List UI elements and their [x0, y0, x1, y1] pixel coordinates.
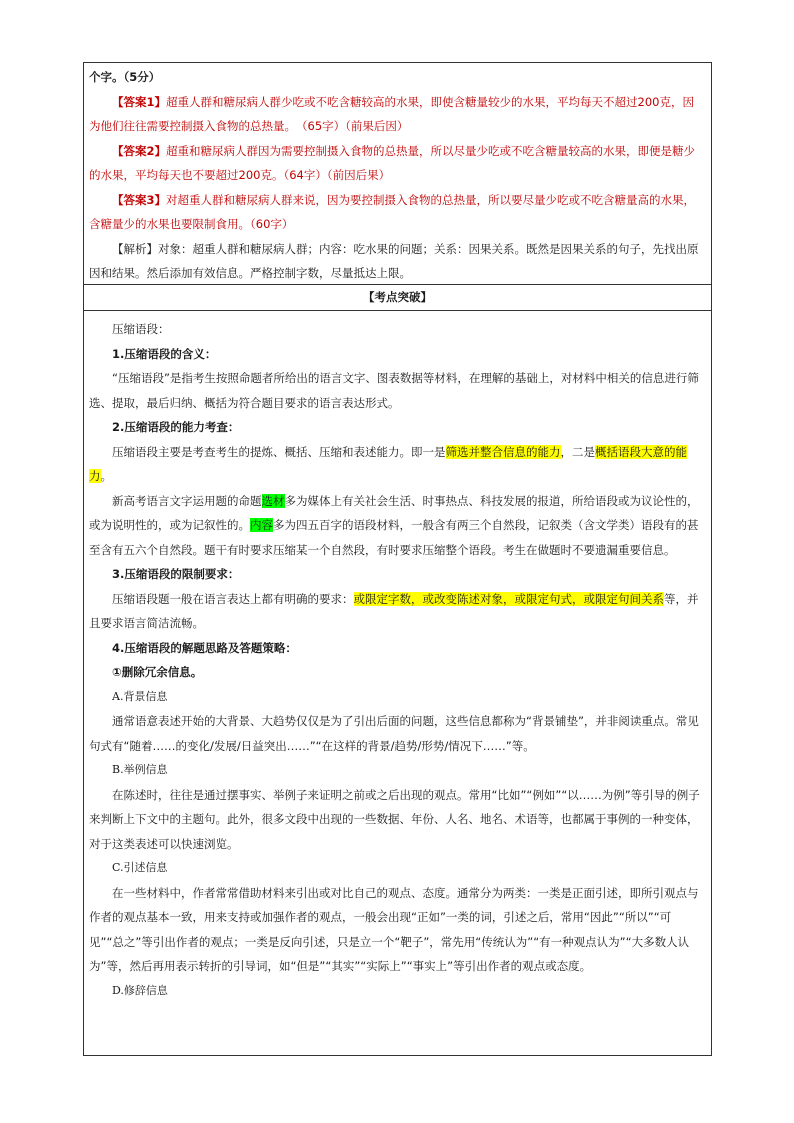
answer-1-label: 【答案1】 [112, 94, 167, 109]
p2-highlight-1: 筛选并整合信息的能力 [445, 444, 561, 459]
p2-text-b: ，二是 [560, 444, 595, 459]
answer-3 [89, 188, 705, 237]
question-tail: 个字。（5分） [89, 70, 161, 84]
subheading-b: B.举例信息 [112, 763, 168, 776]
p4-text-b: 等，并且要求语言简洁流畅。 [89, 591, 699, 630]
answer-2 [89, 139, 705, 188]
p3-text-c: 多为四五百字的语段材料，一般含有两三个自然段，记叙类（含文学类）语段有的甚至含有五六个自然段。题干有时要求压缩某一个自然段，有时要求压缩整个语段。考生在做题时不要遗漏重要信息。 [89, 518, 699, 557]
p3-text-b: 多为媒体上有关社会生活、时事热点、科技发展的报道，所给语段或为议论性的，或为说明性的，或为记叙性的。 [89, 493, 699, 532]
p2-text-a: 压缩语段主要是考查考生的提炼、概括、压缩和表述能力。即一是 [112, 444, 446, 459]
document-table [83, 62, 712, 1056]
p2-highlight-2: 概括语段大意的能力 [89, 444, 687, 483]
paragraph-b: 在陈述时，往往是通过摆事实、举例子来证明之前或之后出现的观点。常用“比如”“例如”“以……为例”等引导的例子来判断上下文中的主题句。此外，很多文段中出现的一些数据、年份、人名、地名、术语等，也都属于事例的一种变体，对于这类表述可以快速浏览。 [89, 787, 700, 851]
analysis: 【解析】对象：超重人群和糖尿病人群；内容：吃水果的问题；关系：因果关系。既然是因果关系的句子，先找出原因和结果。然后添加有效信息。严格控制字数，尽量抵达上限。 [89, 241, 699, 280]
answer-1 [89, 90, 705, 139]
answer-3-text: 对超重人群和糖尿病人群来说，因为要控制摄入食物的总热量，所以要尽量少吃或不吃含糖量高的水果，含糖量少的水果也要限制食用。（60字） [89, 192, 696, 231]
p3-text-a: 新高考语言文字运用题的命题 [112, 493, 262, 508]
heading-4: 4.压缩语段的解题思路及答题策略： [112, 640, 297, 655]
p3-highlight-2: 内容 [250, 518, 273, 532]
subheading-a: A.背景信息 [112, 689, 168, 703]
subheading-d: D.修辞信息 [112, 983, 168, 997]
answer-3-label: 【答案3】 [112, 192, 167, 207]
heading-4-1: ①删除冗余信息。 [112, 665, 203, 679]
heading-2: 2.压缩语段的能力考查： [112, 420, 240, 434]
paragraph-3 [89, 489, 705, 563]
p4-text-a: 压缩语段题一般在语言表达上都有明确的要求： [112, 591, 354, 606]
paragraph-2 [89, 440, 705, 489]
content-cell [84, 311, 711, 1055]
answer-cell [84, 63, 711, 285]
section-header: 【考点突破】 [84, 285, 711, 311]
paragraph-c: 在一些材料中，作者常常借助材料来引出或对比自己的观点、态度。通常分为两类：一类是正面引述，即所引观点与作者的观点基本一致，用来支持或加强作者的观点，一般会出现“正如”一类的词，引述之后，常用“因此”“所以”“可见”“总之”等引出作者的观点；一类是反向引述，只是立一个“靶子”，常先用“传统认为”“有一种观点认为”“大多数人认为”等，然后再用表示转折的引导词，如“但是”“其实”“实际上”“事实上”等引出作者的观点或态度。 [89, 885, 699, 973]
paragraph-4 [89, 587, 705, 636]
answer-2-label: 【答案2】 [112, 143, 167, 158]
subheading-c: C.引述信息 [112, 861, 168, 874]
answer-2-text: 超重和糖尿病人群因为需要控制摄入食物的总热量，所以尽量少吃或不吃含糖量较高的水果，即便是糖少的水果，平均每天也不要超过200克。（64字）（前因后果） [89, 143, 696, 182]
paragraph-1: “压缩语段”是指考生按照命题者所给出的语言文字、图表数据等材料，在理解的基础上，对材料中相关的信息进行筛选、提取，最后归纳、概括为符合题目要求的语言表达形式。 [89, 371, 699, 410]
p2-text-c: 。 [100, 469, 112, 483]
heading-1: 1.压缩语段的含义： [112, 346, 217, 361]
body-title: 压缩语段： [112, 322, 170, 336]
heading-3: 3.压缩语段的限制要求： [112, 567, 240, 581]
p3-highlight-1: 选材 [261, 493, 285, 508]
p4-highlight: 或限定字数，或改变陈述对象，或限定句式，或限定句间关系 [353, 591, 664, 606]
paragraph-a: 通常语意表述开始的大背景、大趋势仅仅是为了引出后面的问题，这些信息都称为“背景铺垫”，并非阅读重点。常见句式有“随着……的变化/发展/日益突出……”“在这样的背景/趋势/形势/情况下……”等。 [89, 714, 699, 753]
answer-1-text: 超重人群和糖尿病人群少吃或不吃含糖较高的水果，即使含糖量较少的水果，平均每天不超过200克，因为他们往往需要控制摄入食物的总热量。 （65字）（前果后因） [89, 94, 694, 133]
